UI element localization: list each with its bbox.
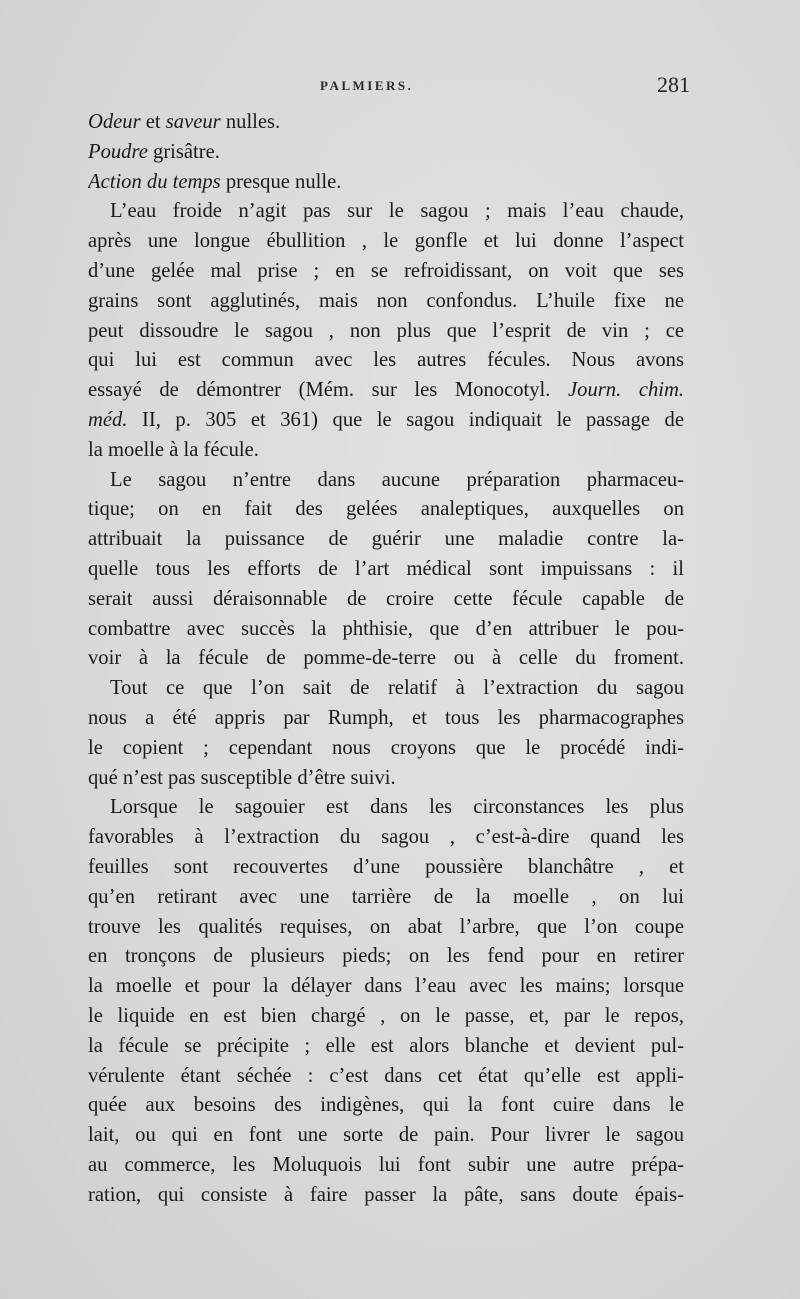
text-line <box>88 1151 684 1181</box>
text-segment: peut dissoudre le sagou , non plus que l’esprit de vin ; ce <box>88 319 684 342</box>
text-line <box>88 257 684 287</box>
text-segment: feuilles sont recouvertes d’une poussière blanchâtre , et <box>88 855 684 878</box>
text-line <box>88 764 684 794</box>
text-segment: le copient ; cependant nous croyons que le procédé indi- <box>88 736 684 759</box>
text-line <box>88 168 684 198</box>
text-segment: L’eau froide n’agit pas sur le sagou ; mais l’eau chaude, <box>110 200 684 223</box>
text-segment: quée aux besoins des indigènes, qui la font cuire dans le <box>88 1094 684 1117</box>
text-segment: Tout ce que l’on sait de relatif à l’extraction du sagou <box>110 677 684 700</box>
text-line <box>88 108 684 138</box>
text-line <box>88 1062 684 1092</box>
running-head: PALMIERS. <box>320 78 414 93</box>
text-segment: tique; on en fait des gelées analeptiques, auxquelles on <box>88 498 684 521</box>
text-segment: le liquide en est bien chargé , on le passe, et, par le repos, <box>88 1004 684 1027</box>
text-segment: nulles. <box>220 111 281 133</box>
text-segment: attribuait la puissance de guérir une maladie contre la- <box>88 528 684 551</box>
text-segment: voir à la fécule de pomme-de-terre ou à celle du froment. <box>88 647 684 670</box>
text-line <box>88 704 684 734</box>
text-line <box>88 1032 684 1062</box>
text-segment: presque nulle. <box>220 170 342 193</box>
text-line <box>88 227 684 257</box>
italic-text: Poudre <box>88 140 148 163</box>
text-line <box>88 1002 684 1032</box>
text-segment: qu’en retirant avec une tarrière de la moelle , on lui <box>88 885 684 908</box>
body-text <box>88 108 684 1210</box>
text-line <box>88 466 684 496</box>
text-segment: en tronçons de plusieurs pieds; on les fend pour en retirer <box>88 945 684 968</box>
text-segment: trouve les qualités requises, on abat l’arbre, que l’on coupe <box>88 915 684 938</box>
text-line <box>88 346 684 376</box>
text-line <box>88 1181 684 1211</box>
text-line <box>88 406 684 436</box>
text-segment: grains sont agglutinés, mais non confondus. L’huile fixe ne <box>88 289 684 312</box>
text-line <box>88 913 684 943</box>
italic-text: méd. <box>88 408 128 431</box>
text-line <box>88 197 684 227</box>
text-segment: d’une gelée mal prise ; en se refroidissant, on voit que ses <box>88 259 684 282</box>
text-segment: Le sagou n’entre dans aucune préparation pharmaceu- <box>110 468 684 491</box>
text-line <box>88 883 684 913</box>
text-segment: II, p. 305 et 361) que le sagou indiquait le passage de <box>127 408 684 431</box>
text-segment: essayé de démontrer (Mém. sur les Monocotyl. <box>88 379 569 402</box>
text-segment: quelle tous les efforts de l’art médical sont impuissans : il <box>88 557 684 580</box>
text-line <box>88 287 684 317</box>
text-line <box>88 376 684 406</box>
text-segment: grisâtre. <box>147 140 220 163</box>
italic-text: Action du temps <box>88 170 221 193</box>
text-segment: après une longue ébullition , le gonfle et lui donne l’aspect <box>88 230 684 253</box>
text-segment: au commerce, les Moluquois lui font subir une autre prépa- <box>88 1153 684 1176</box>
text-segment: lait, ou qui en font une sorte de pain. Pour livrer le sagou <box>88 1124 684 1147</box>
text-line <box>88 1121 684 1151</box>
text-segment: combattre avec succès la phthisie, que d’en attribuer le pou- <box>88 617 684 640</box>
text-line <box>88 823 684 853</box>
text-line <box>88 317 684 347</box>
text-line <box>88 615 684 645</box>
text-segment: qui lui est commun avec les autres fécules. Nous avons <box>88 349 684 372</box>
text-segment: la fécule se précipite ; elle est alors blanche et devient pul- <box>88 1034 684 1057</box>
text-segment: ration, qui consiste à faire passer la pâte, sans doute épais- <box>88 1183 684 1206</box>
text-segment: serait aussi déraisonnable de croire cette fécule capable de <box>88 587 684 610</box>
text-segment: Lorsque le sagouier est dans les circonstances les plus <box>110 796 684 819</box>
italic-text: Odeur <box>88 111 141 133</box>
text-line <box>88 674 684 704</box>
text-line <box>88 853 684 883</box>
text-line <box>88 942 684 972</box>
text-segment: la moelle et pour la délayer dans l’eau avec les mains; lorsque <box>88 975 684 998</box>
text-line <box>88 138 684 168</box>
italic-text: saveur <box>165 111 221 133</box>
text-line <box>88 734 684 764</box>
text-line <box>88 972 684 1002</box>
text-segment: la moelle à la fécule. <box>88 438 259 461</box>
text-line <box>88 1091 684 1121</box>
text-segment: nous a été appris par Rumph, et tous les pharmacographes <box>88 706 684 729</box>
text-segment: qué n’est pas susceptible d’être suivi. <box>88 766 396 789</box>
text-line <box>88 644 684 674</box>
text-line <box>88 436 684 466</box>
text-segment: vérulente étant séchée : c’est dans cet état qu’elle est appli- <box>88 1064 684 1087</box>
text-line <box>88 525 684 555</box>
text-line <box>88 495 684 525</box>
text-segment: favorables à l’extraction du sagou , c’est-à-dire quand les <box>88 826 684 849</box>
page-header <box>88 74 688 100</box>
text-line <box>88 555 684 585</box>
page-number: 281 <box>657 72 690 97</box>
text-line <box>88 793 684 823</box>
italic-text: Journ. chim. <box>568 379 684 402</box>
text-line <box>88 585 684 615</box>
text-segment: et <box>140 111 166 133</box>
